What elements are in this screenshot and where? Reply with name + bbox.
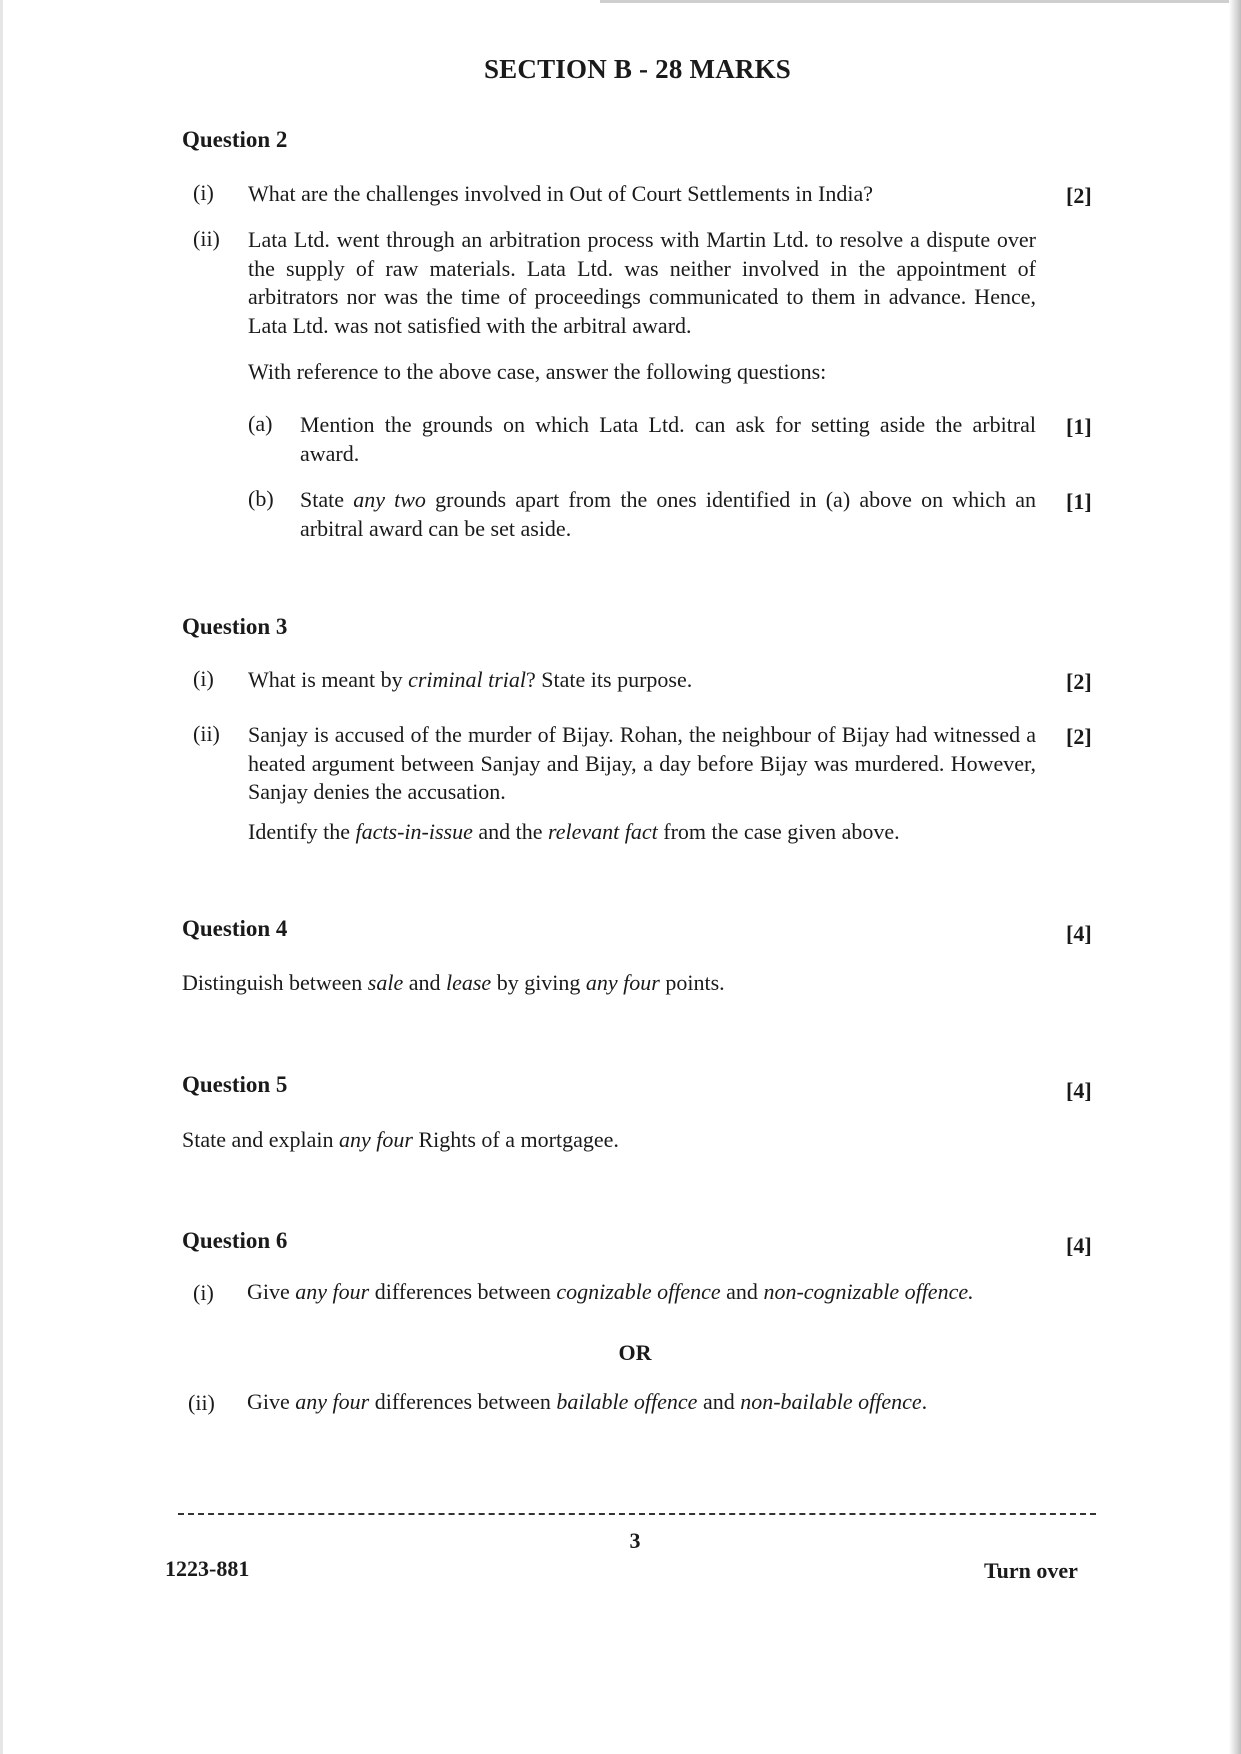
or-label: OR [618, 1340, 652, 1365]
q5-marks: [4] [1066, 1078, 1092, 1103]
question-4-heading: Question 4 [182, 916, 288, 941]
q2-i-number: (i) [193, 180, 214, 205]
q2-ii-b-marks: [1] [1066, 489, 1092, 514]
q2-i-text: What are the challenges involved in Out of Court Settlements in India? [248, 181, 873, 206]
q2-ii-a-number: (a) [248, 411, 273, 436]
question-6-heading: Question 6 [182, 1228, 288, 1253]
question-5-heading: Question 5 [182, 1072, 288, 1097]
q3-i-number: (i) [193, 666, 214, 691]
q3-i-text: What is meant by criminal trial? State its purpose. [248, 667, 693, 692]
q6-i-text: Give any four differences between cognizable offence and non-cognizable offence. [247, 1279, 974, 1304]
q2-ii-number: (ii) [193, 226, 220, 251]
question-2-heading: Question 2 [182, 127, 288, 152]
q3-i-marks: [2] [1066, 669, 1092, 694]
q5-text: State and explain any four Rights of a mortgagee. [182, 1127, 619, 1152]
scan-edge-right [1229, 0, 1241, 1754]
q2-i-marks: [2] [1066, 183, 1092, 208]
q2-ii-text: Lata Ltd. went through an arbitration process with Martin Ltd. to resolve a dispute over the supply of raw materials. Lata Ltd. was neither involved in the appointment of arbitrators nor was the time of proceedings communicated to them in advance. Hence, Lata Ltd. was not satisfied with the arbitral award. [248, 227, 1036, 338]
scan-edge-left [0, 0, 3, 1754]
q2-ii-b-number: (b) [248, 486, 274, 511]
q2-ii-b-text: State any two grounds apart from the ones identified in (a) above on which an arbitral award can be set aside. [300, 487, 1036, 541]
q6-i-number: (i) [193, 1280, 214, 1305]
question-3-heading: Question 3 [182, 614, 288, 639]
q3-ii-text: Sanjay is accused of the murder of Bijay. Rohan, the neighbour of Bijay had witnessed a heated argument between Sanjay and Bijay, a day before Bijay was murdered. However, Sanjay denies the accusation. [248, 722, 1036, 804]
section-title: SECTION B - 28 MARKS [483, 54, 792, 84]
q2-ii-a-marks: [1] [1066, 414, 1092, 439]
turn-over-label: Turn over [984, 1558, 1078, 1583]
q2-ii-b-emphasis: any two [353, 487, 426, 512]
q2-ii-prompt: With reference to the above case, answer the following questions: [248, 359, 827, 384]
q3-ii-marks: [2] [1066, 724, 1092, 749]
q3-ii-identify: Identify the facts-in-issue and the relevant fact from the case given above. [248, 819, 900, 844]
q3-i-emphasis: criminal trial [408, 667, 527, 692]
paper-code: 1223-881 [165, 1556, 250, 1581]
footer-rule [178, 1513, 1096, 1515]
q4-marks: [4] [1066, 921, 1092, 946]
q6-marks: [4] [1066, 1233, 1092, 1258]
q4-text: Distinguish between sale and lease by giving any four points. [182, 970, 725, 995]
q6-ii-text: Give any four differences between bailable offence and non-bailable offence. [247, 1389, 928, 1414]
q6-ii-number: (ii) [188, 1390, 215, 1415]
scan-edge-top [600, 0, 1241, 3]
q3-ii-number: (ii) [193, 721, 220, 746]
q2-ii-a-text: Mention the grounds on which Lata Ltd. can ask for setting aside the arbitral award. [300, 412, 1036, 466]
page-number: 3 [629, 1528, 641, 1553]
